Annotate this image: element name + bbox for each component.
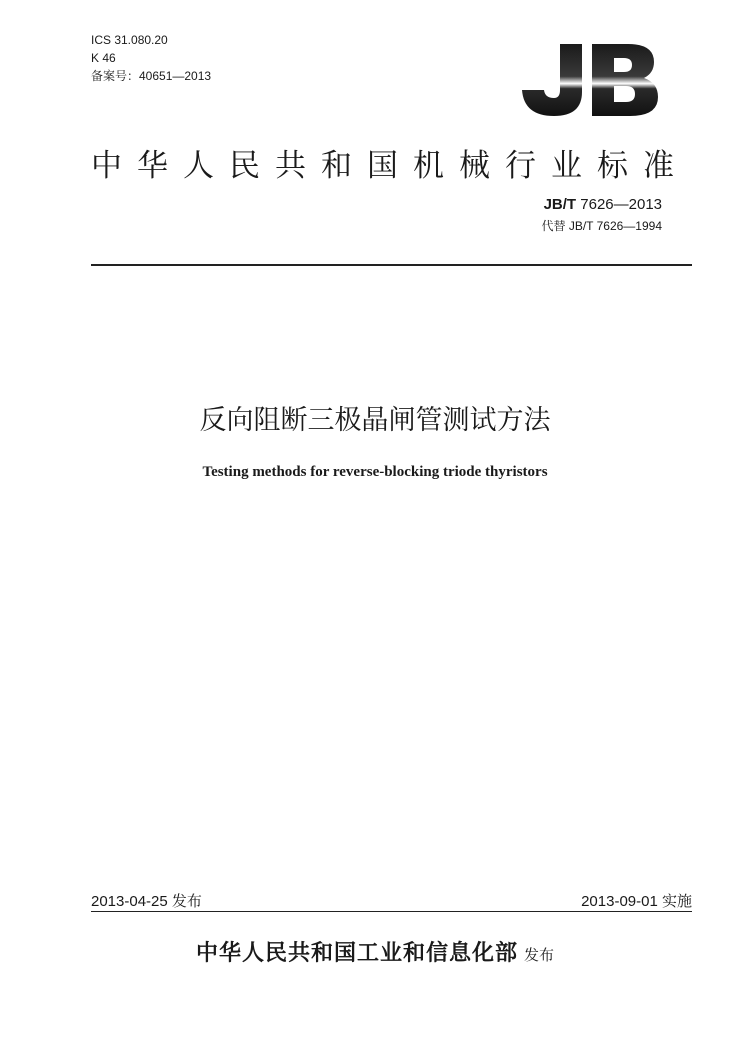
title-english: Testing methods for reverse-blocking triode thyristors <box>202 464 548 480</box>
implementation-date: 2013-09-01 实施 <box>581 893 692 910</box>
ics-code: ICS 31.080.20 <box>91 33 168 47</box>
organization-title: 中华人民共和国机械行业标准 <box>91 148 689 184</box>
replaces-standard: 代替 JB/T 7626—1994 <box>541 219 662 233</box>
title-chinese: 反向阻断三极晶闸管测试方法 <box>199 405 551 436</box>
standard-number-value: 7626—2013 <box>576 196 662 213</box>
standard-number <box>544 196 662 213</box>
publisher <box>0 936 750 967</box>
publisher-suffix: 发布 <box>524 946 555 964</box>
publisher-name: 中华人民共和国工业和信息化部 <box>195 941 518 966</box>
header-divider <box>91 264 692 266</box>
standard-prefix: JB/T <box>543 196 577 213</box>
classification-code: K 46 <box>91 51 116 65</box>
jb-logo <box>520 42 660 118</box>
record-number: 备案号：40651—2013 <box>91 69 212 83</box>
footer-divider <box>91 911 692 912</box>
issue-date: 2013-04-25 发布 <box>91 893 202 910</box>
